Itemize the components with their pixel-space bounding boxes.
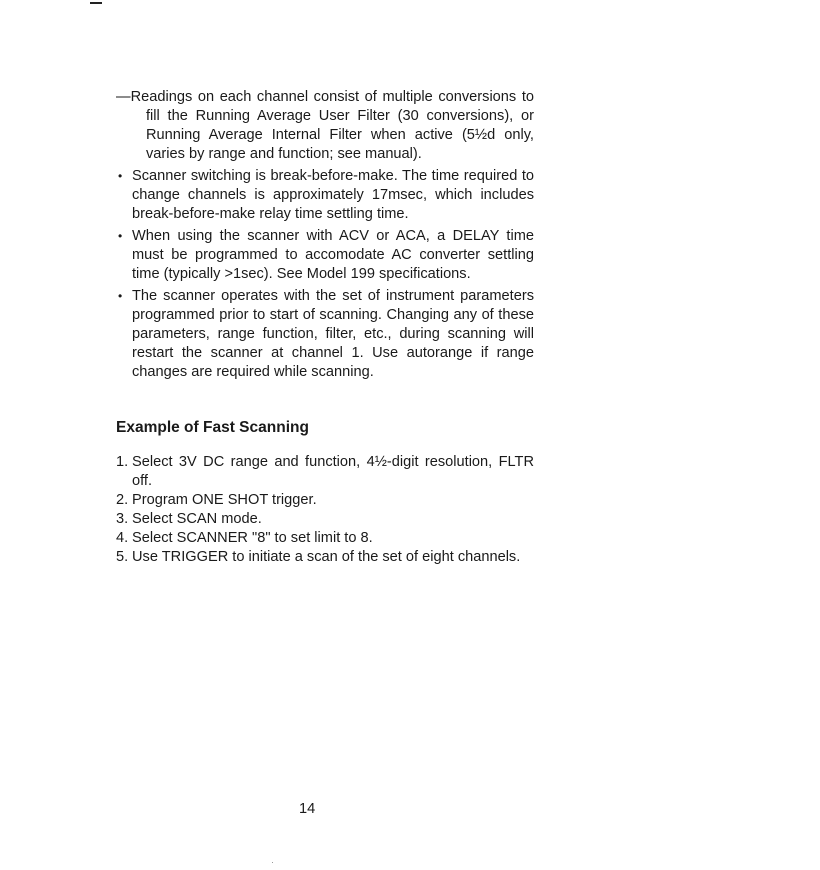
step-item xyxy=(116,510,534,529)
bullet-icon: • xyxy=(118,289,123,303)
dash-symbol: — xyxy=(116,89,131,105)
bullet-item-parameters xyxy=(116,287,534,382)
step-number: 5. xyxy=(116,549,129,565)
bullet-text: Scanner switching is break-before-make. The time required to change channels is approximately 17msec, which includes break-before-make relay time settling time. xyxy=(132,168,534,222)
step-text: Select SCAN mode. xyxy=(132,511,262,527)
bullet-text: The scanner operates with the set of instrument parameters programmed prior to start of scanning. Changing any of these parameters, range function, filter, etc., during scanning will restart the scanner at channel 1. Use autorange if range changes are required while scanning. xyxy=(132,288,534,380)
step-item xyxy=(116,548,534,567)
intro-dash-item xyxy=(116,88,534,164)
step-text: Select 3V DC range and function, 4½-digit resolution, FLTR off. xyxy=(132,454,534,489)
step-number: 2. xyxy=(116,492,129,508)
bullet-icon: • xyxy=(118,169,123,183)
corner-mark xyxy=(90,2,102,4)
bullet-item-switching xyxy=(116,167,534,224)
bullet-item-delay xyxy=(116,227,534,284)
bullet-text: When using the scanner with ACV or ACA, a DELAY time must be programmed to accomodate AC converter settling time (typically >1sec). See Model 199 specifications. xyxy=(132,228,534,282)
step-number: 4. xyxy=(116,530,129,546)
step-number: 3. xyxy=(116,511,129,527)
bullet-icon: • xyxy=(118,229,123,243)
step-item xyxy=(116,491,534,510)
step-text: Program ONE SHOT trigger. xyxy=(132,492,317,508)
section-heading: Example of Fast Scanning xyxy=(116,419,309,436)
scan-speck xyxy=(272,862,273,863)
intro-dash-text: Readings on each channel consist of multiple conversions to fill the Running Average User Filter (30 conversions), or Running Average Internal Filter when active (5½d only, varies by range and function; see manual). xyxy=(130,89,534,162)
step-number: 1. xyxy=(116,454,129,470)
step-text: Use TRIGGER to initiate a scan of the set of eight channels. xyxy=(132,549,521,565)
step-text: Select SCANNER "8" to set limit to 8. xyxy=(132,530,373,546)
step-item xyxy=(116,529,534,548)
steps-list xyxy=(116,453,534,567)
page-number: 14 xyxy=(299,801,316,817)
step-item xyxy=(116,453,534,491)
page-content xyxy=(116,88,534,567)
